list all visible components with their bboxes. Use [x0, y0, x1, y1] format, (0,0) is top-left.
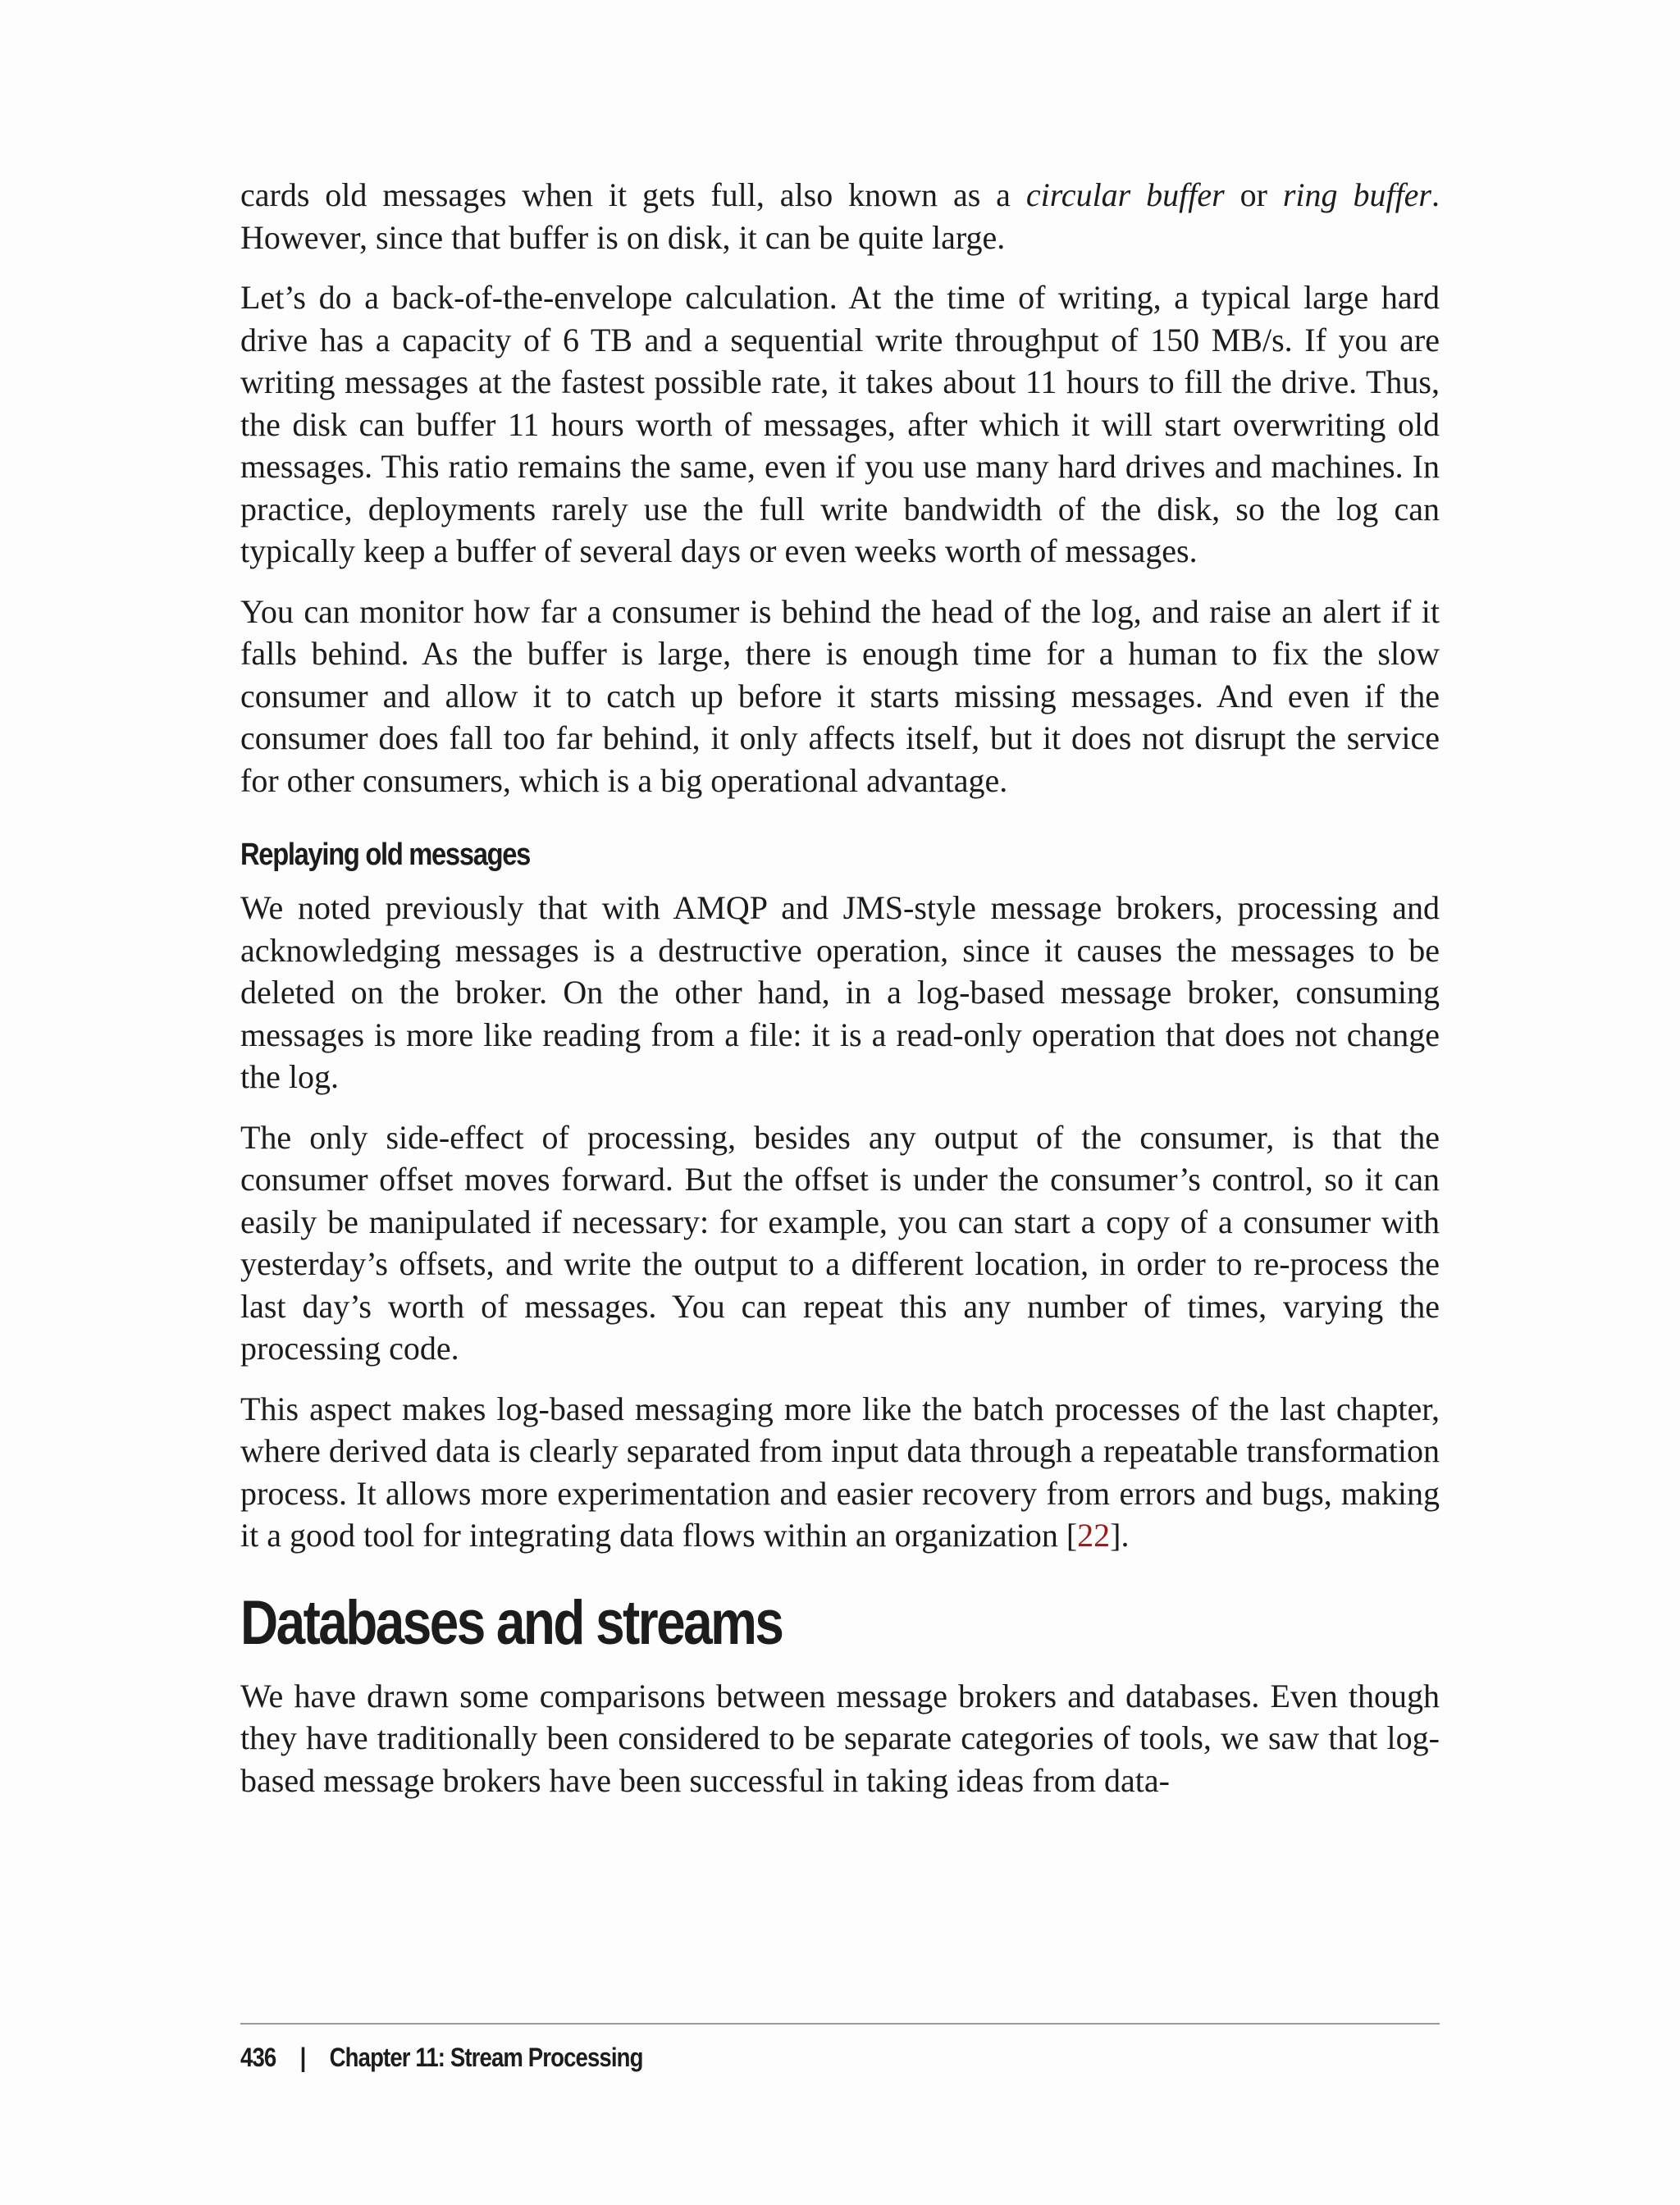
paragraph-comparisons: We have drawn some comparisons between message brokers and databases. Even though they have traditionally been considered to be separate categories of tools, we saw that log-based message brokers have been successful in taking ideas from data-: [240, 1677, 1440, 1799]
page-number: 436: [240, 2043, 276, 2072]
citation-link-22[interactable]: 22: [1077, 1517, 1111, 1554]
heading-databases-and-streams: Databases and streams: [240, 1587, 783, 1658]
paragraph-circular-buffer: cards old messages when it gets full, also known as a circular buffer or ring buffer. However, since that buffer is on disk, it can be quite large.: [240, 176, 1440, 256]
chapter-title: Chapter 11: Stream Processing: [329, 2043, 643, 2072]
footer-line: [240, 2043, 1271, 2073]
footer-divider: [240, 2023, 1440, 2025]
paragraph-batch-processes: This aspect makes log-based messaging more like the batch processes of the last chapter, where derived data is clearly separated from input data through a repeatable transformation process. It allows more experimentation and easier recovery from errors and bugs, making it a good tool for integrating data flows within an organization [22].: [240, 1390, 1440, 1554]
paragraph-monitor-consumer: You can monitor how far a consumer is behind the head of the log, and raise an alert if it falls behind. As the buffer is large, there is enough time for a human to fix the slow consumer and allow it to catch up before it starts missing messages. And even if the consumer does fall too far behind, it only affects itself, but it does not disrupt the service for other consumers, which is a big operational advantage.: [240, 592, 1440, 799]
paragraph-side-effect: The only side-effect of processing, besides any output of the consumer, is that the consumer offset moves forward. But the offset is under the consumer’s control, so it can easily be manipulated if necessary: for example, you can start a copy of a consumer with yesterday’s offsets, and write the output to a different location, in order to re-process the last day’s worth of messages. You can repeat this any number of times, varying the processing code.: [240, 1118, 1440, 1367]
page-footer: [240, 2023, 1440, 2073]
paragraph-amqp-jms: We noted previously that with AMQP and JMS-style message brokers, processing and acknowledging messages is a destructive operation, since it causes the messages to be deleted on the broker. On the other hand, in a log-based message broker, consuming messages is more like reading from a file: it is a read-only operation that does not change the log.: [240, 889, 1440, 1095]
term-circular-buffer: circular buffer: [1025, 176, 1225, 213]
page-body: [240, 174, 1440, 1819]
heading-replaying-old-messages: Replaying old messages: [240, 838, 531, 872]
footer-separator: |: [299, 2043, 306, 2072]
term-ring-buffer: ring buffer: [1282, 176, 1431, 213]
paragraph-envelope-calculation: Let’s do a back-of-the-envelope calculation. At the time of writing, a typical large hard drive has a capacity of 6 TB and a sequential write throughput of 150 MB/s. If you are writing messages at the fastest possible rate, it takes about 11 hours to fill the drive. Thus, the disk can buffer 11 hours worth of messages, after which it will start overwriting old messages. This ratio remains the same, even if you use many hard drives and machines. In practice, deployments rarely use the full write bandwidth of the disk, so the log can typically keep a buffer of several days or even weeks worth of messages.: [240, 279, 1440, 569]
